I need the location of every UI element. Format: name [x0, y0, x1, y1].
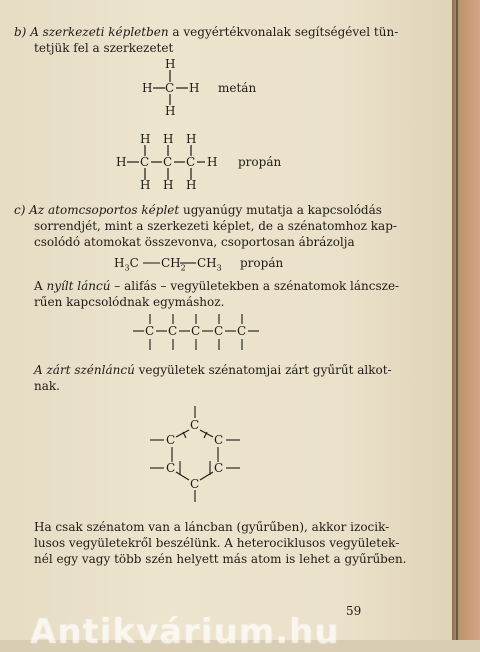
methane-c: C	[165, 81, 175, 95]
chain-c: C	[191, 324, 201, 338]
open-chain-prefix: A	[34, 279, 47, 293]
open-chain-line2: rűen kapcsolódnak egymáshoz.	[34, 295, 225, 309]
open-chain-italic: nyílt láncú	[46, 279, 111, 293]
section-c-label: c)	[14, 203, 26, 217]
propane-h: H	[186, 132, 197, 146]
ring-c-bottom: C	[190, 477, 200, 491]
propane-h: H	[207, 155, 218, 169]
methane-h-right: H	[189, 81, 200, 95]
section-c-line3: csolódó atomokat összevonva, csoportosan ábrázolja	[34, 235, 355, 249]
propane-c: C	[186, 155, 196, 169]
chain-c: C	[168, 324, 178, 338]
methane-h-top: H	[165, 57, 176, 71]
ring-c-upper-left: C	[166, 433, 176, 447]
section-c-rest: ugyanúgy mutatja a kapcsolódás	[179, 203, 382, 217]
closed-chain-rest: vegyületek szénatomjai zárt gyűrűt alkot-	[134, 363, 392, 377]
section-b-italic: A szerkezeti képletben	[30, 25, 169, 39]
open-chain-rest: – alifás – vegyületekben a szénatomok láncsze-	[110, 279, 400, 293]
chain-c: C	[145, 324, 155, 338]
propane-label: propán	[238, 155, 282, 169]
section-b-label: b)	[14, 25, 27, 39]
closing-line2: lusos vegyületekről beszélünk. A heterociklusos vegyületek-	[34, 536, 400, 550]
section-b-line2: tetjük fel a szerkezetet	[34, 41, 174, 55]
ring-c-lower-left: C	[166, 461, 176, 475]
propane-c: C	[140, 155, 150, 169]
propane-h: H	[163, 178, 174, 192]
ring-c-lower-right: C	[214, 461, 224, 475]
page-number: 59	[346, 604, 362, 618]
condensed-ch3-left: $H_3C$	[114, 256, 139, 273]
ring-c-top: C	[190, 418, 200, 432]
propane-h: H	[163, 132, 174, 146]
propane-h: H	[140, 178, 151, 192]
condensed-ch2: $CH_2$	[161, 256, 186, 273]
closing-line3: nél egy vagy több szén helyett más atom is lehet a gyűrűben.	[34, 552, 407, 566]
section-c-italic: Az atomcsoportos képlet	[29, 203, 180, 217]
closed-chain-italic: A zárt szénláncú	[34, 363, 135, 377]
chain-c: C	[214, 324, 224, 338]
watermark: Antikvárium.hu	[30, 612, 340, 652]
propane-h: H	[186, 178, 197, 192]
methane-h-left: H	[142, 81, 153, 95]
closing-line1: Ha csak szénatom van a láncban (gyűrűben), akkor izocik-	[34, 520, 390, 534]
propane-c: C	[163, 155, 173, 169]
condensed-ch3-right: $CH_3$	[197, 256, 222, 273]
section-c-line2: sorrendjét, mint a szerkezeti képlet, de a szénatomhoz kap-	[34, 219, 397, 233]
ring-c-upper-right: C	[214, 433, 224, 447]
chain-c: C	[237, 324, 247, 338]
methane-label: metán	[218, 81, 257, 95]
methane-h-bottom: H	[165, 104, 176, 118]
closed-chain-line2: nak.	[34, 379, 60, 393]
section-b-rest: a vegyértékvonalak segítségével tün-	[168, 25, 399, 39]
propane-h: H	[140, 132, 151, 146]
condensed-label: propán	[240, 256, 284, 270]
propane-h: H	[116, 155, 127, 169]
